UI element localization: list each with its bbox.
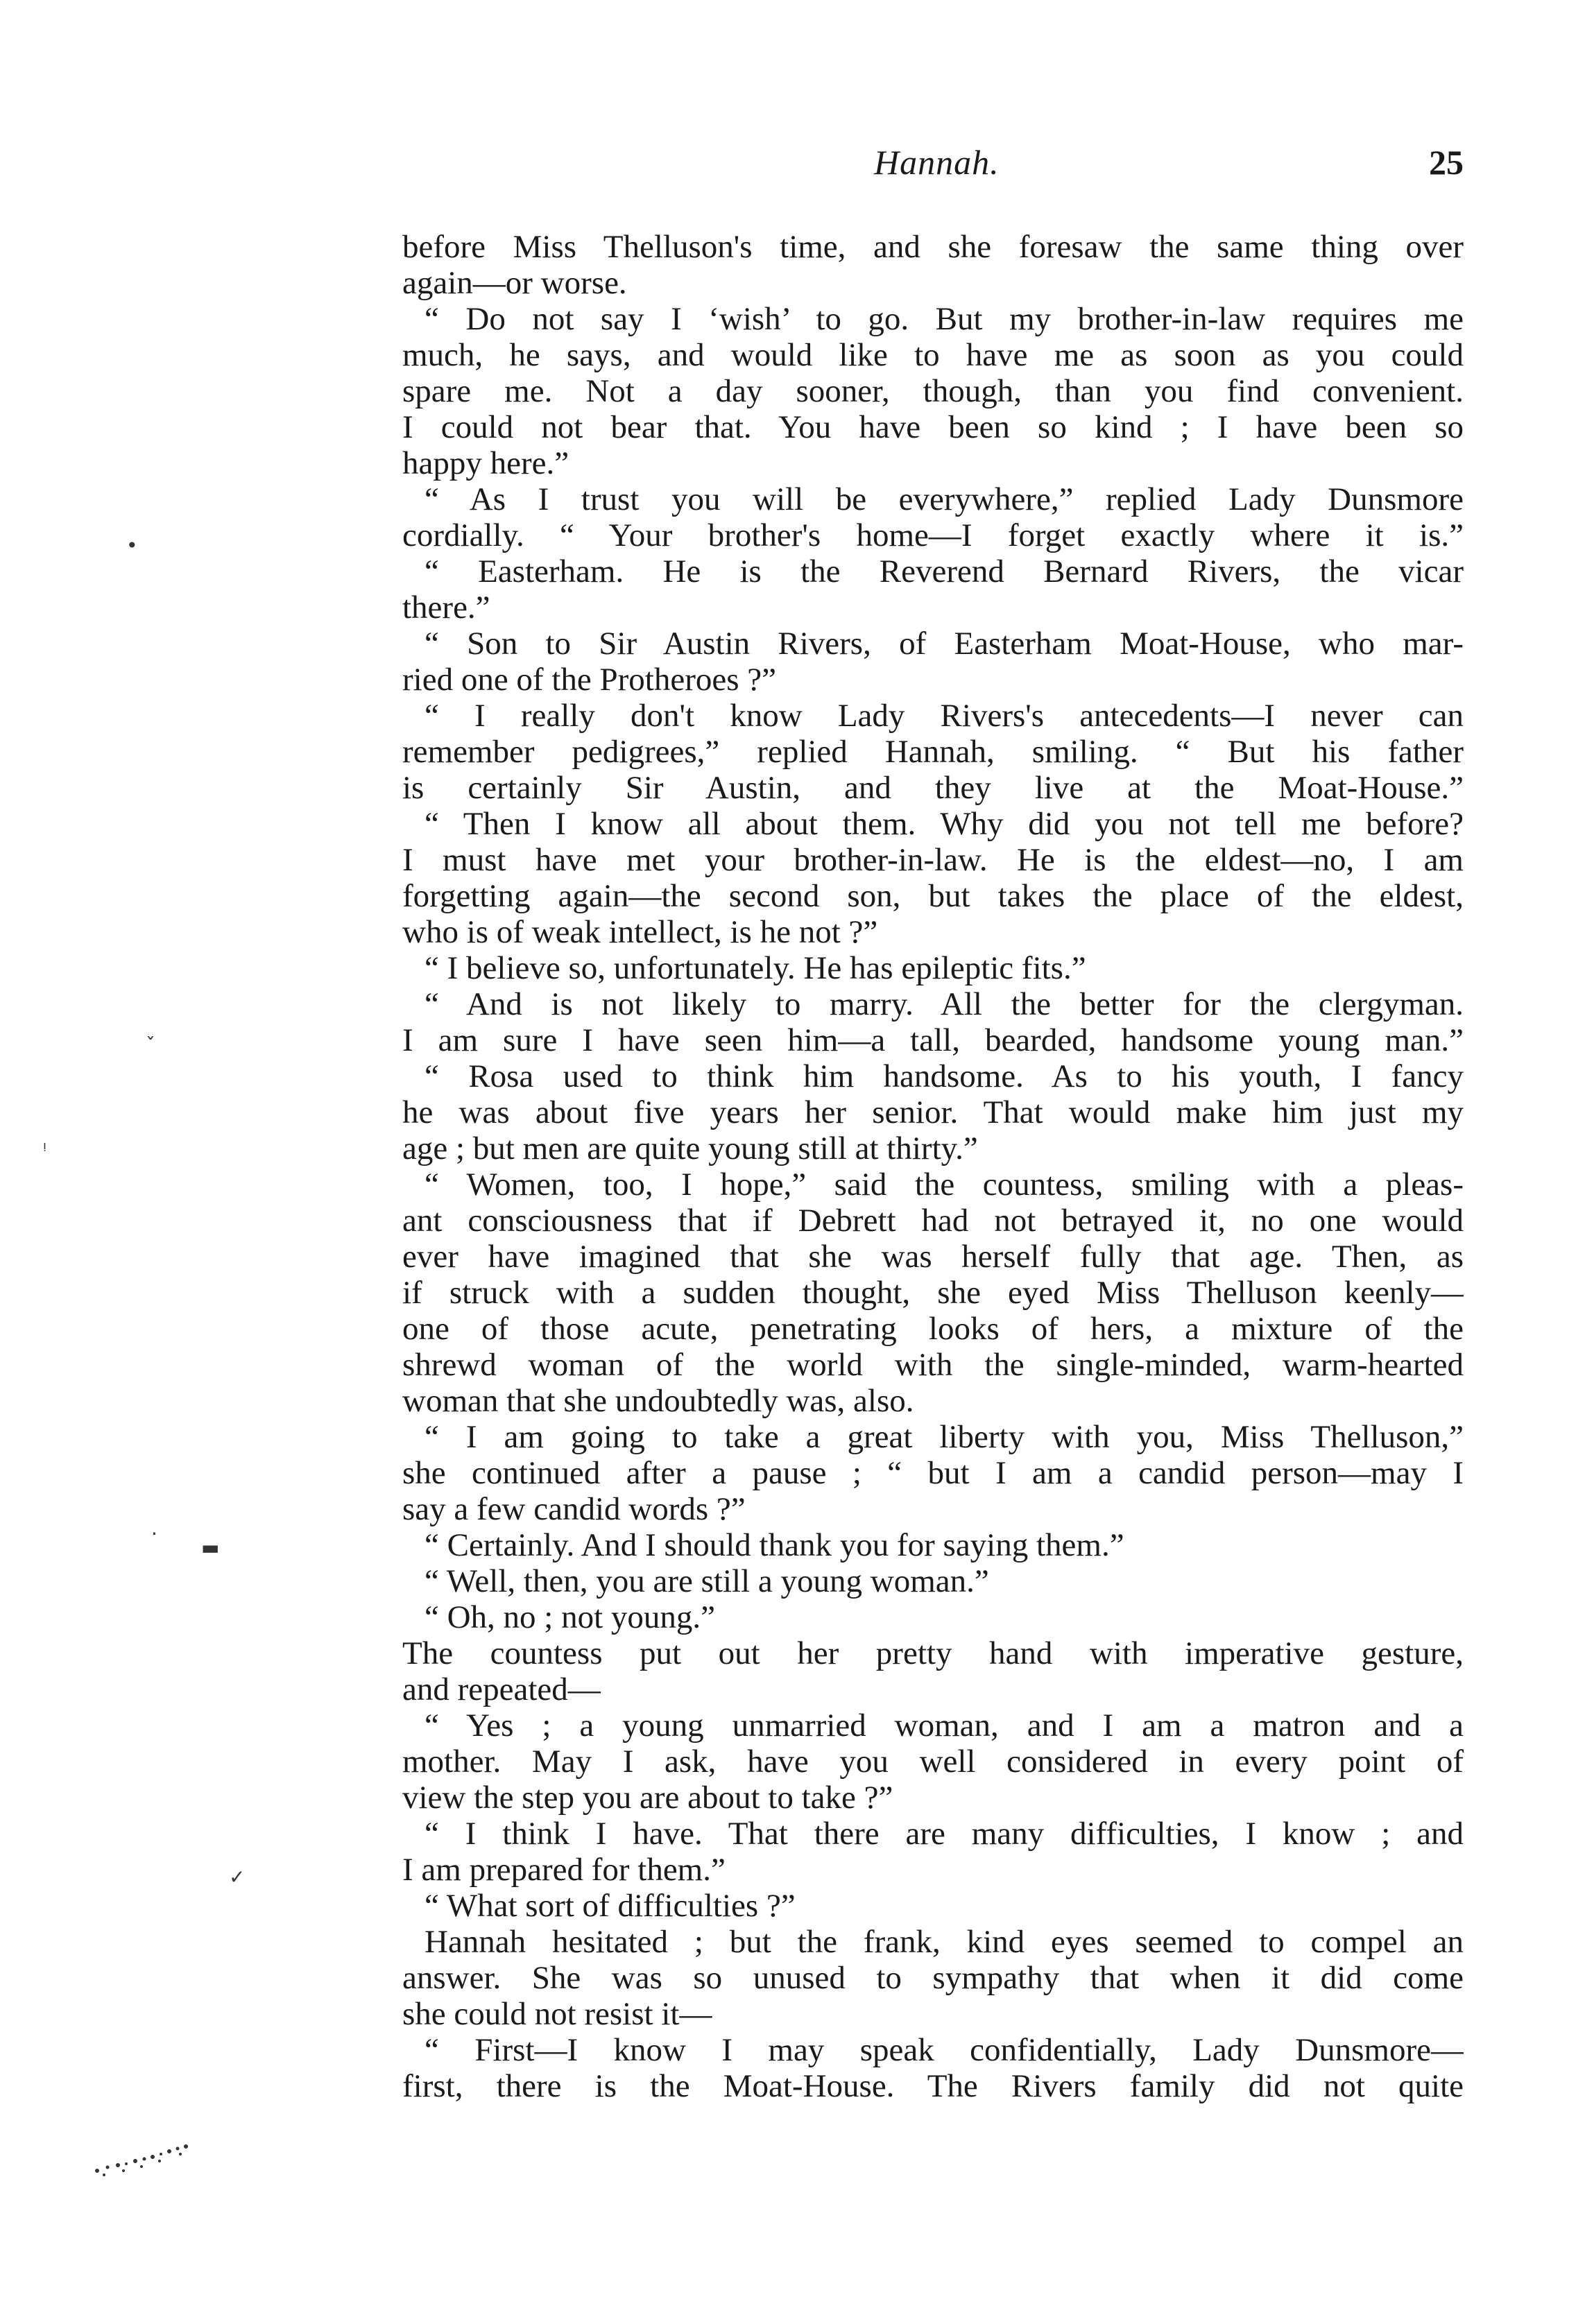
text-line: “ Son to Sir Austin Rivers, of Easterham Moat-House, who mar- [425, 626, 1464, 662]
text-line: ever have imagined that she was herself fully that age. Then, as [402, 1239, 1464, 1275]
text-line: “ Yes ; a young unmarried woman, and I am a matron and a [425, 1707, 1464, 1744]
text-line: “ Rosa used to think him handsome. As to his youth, I fancy [425, 1058, 1464, 1094]
text-line: “ Then I know all about them. Why did you not tell me before? [425, 806, 1464, 842]
text-line: “ First—I know I may speak confidentially, Lady Dunsmore— [425, 2032, 1464, 2068]
text-line: ried one of the Protheroes ?” [402, 662, 776, 698]
text-line: shrewd woman of the world with the single-minded, warm-hearted [402, 1347, 1464, 1383]
ink-smudge-image [83, 2136, 208, 2185]
text-line: she could not resist it— [402, 1996, 712, 2032]
text-line: and repeated— [402, 1671, 601, 1707]
text-line: view the step you are about to take ?” [402, 1780, 893, 1816]
text-line: I am prepared for them.” [402, 1852, 726, 1888]
text-line: I must have met your brother-in-law. He is the eldest—no, I am [402, 842, 1464, 878]
text-line: she continued after a pause ; “ but I am a candid person—may I [402, 1455, 1464, 1491]
text-line: “ I am going to take a great liberty with you, Miss Thelluson,” [425, 1419, 1464, 1455]
text-line: say a few candid words ?” [402, 1491, 746, 1527]
text-line: happy here.” [402, 445, 569, 481]
text-line: “ Women, too, I hope,” said the countess, smiling with a pleas- [425, 1167, 1464, 1203]
text-line: there.” [402, 589, 490, 626]
text-line: “ I think I have. That there are many difficulties, I know ; and [425, 1816, 1464, 1852]
text-line: is certainly Sir Austin, and they live at the Moat-House.” [402, 770, 1464, 806]
text-line: “ Do not say I ‘wish’ to go. But my brother-in-law requires me [425, 301, 1464, 337]
text-line: one of those acute, penetrating looks of hers, a mixture of the [402, 1311, 1464, 1347]
text-line: The countess put out her pretty hand with imperative gesture, [402, 1635, 1464, 1671]
text-line: remember pedigrees,” replied Hannah, smiling. “ But his father [402, 734, 1464, 770]
text-line: he was about five years her senior. That would make him just my [402, 1094, 1464, 1130]
text-line: “ Easterham. He is the Reverend Bernard Rivers, the vicar [425, 553, 1464, 589]
text-line: mother. May I ask, have you well considered in every point of [402, 1744, 1464, 1780]
text-line: Hannah hesitated ; but the frank, kind eyes seemed to compel an [425, 1924, 1464, 1960]
text-line: first, there is the Moat-House. The Rivers family did not quite [402, 2068, 1464, 2104]
text-line: age ; but men are quite young still at thirty.” [402, 1130, 978, 1167]
text-line: “ As I trust you will be everywhere,” replied Lady Dunsmore [425, 481, 1464, 517]
margin-speck-mark: ✓ [229, 1866, 246, 1888]
text-line: woman that she undoubtedly was, also. [402, 1383, 914, 1419]
text-line: “ What sort of difficulties ?” [425, 1888, 796, 1924]
text-line: “ I believe so, unfortunately. He has epileptic fits.” [425, 950, 1086, 986]
text-line: “ And is not likely to marry. All the better for the clergyman. [425, 986, 1464, 1022]
text-line: I could not bear that. You have been so kind ; I have been so [402, 409, 1464, 445]
text-line: “ Well, then, you are still a young woman.” [425, 1563, 989, 1599]
text-line: cordially. “ Your brother's home—I forget exactly where it is.” [402, 517, 1464, 553]
page-number: 25 [1429, 143, 1464, 182]
text-line: ant consciousness that if Debrett had not betrayed it, no one would [402, 1203, 1464, 1239]
margin-speck-mark: • [126, 534, 138, 557]
text-line: forgetting again—the second son, but takes the place of the eldest, [402, 878, 1464, 914]
text-line: much, he says, and would like to have me as soon as you could [402, 337, 1464, 373]
margin-speck-mark: ▬ [201, 1536, 220, 1559]
text-line: “ Certainly. And I should thank you for saying them.” [425, 1527, 1124, 1563]
margin-speck-mark: ˇ [146, 1033, 155, 1056]
text-line: if struck with a sudden thought, she eyed Miss Thelluson keenly— [402, 1275, 1464, 1311]
text-line: who is of weak intellect, is he not ?” [402, 914, 878, 950]
text-line: “ Oh, no ; not young.” [425, 1599, 716, 1635]
text-line: again—or worse. [402, 265, 627, 301]
text-line: “ I really don't know Lady Rivers's antecedents—I never can [425, 698, 1464, 734]
text-line: I am sure I have seen him—a tall, bearded, handsome young man.” [402, 1022, 1464, 1058]
text-line: spare me. Not a day sooner, though, than you find convenient. [402, 373, 1464, 409]
text-line: before Miss Thelluson's time, and she foresaw the same thing over [402, 229, 1464, 265]
body-text [402, 229, 1464, 2104]
margin-speck-mark: ᵎ [43, 1137, 47, 1160]
margin-speck-mark: · [151, 1522, 157, 1545]
running-title: Hannah. [874, 143, 1000, 182]
running-head [395, 142, 1464, 191]
text-line: answer. She was so unused to sympathy that when it did come [402, 1960, 1464, 1996]
